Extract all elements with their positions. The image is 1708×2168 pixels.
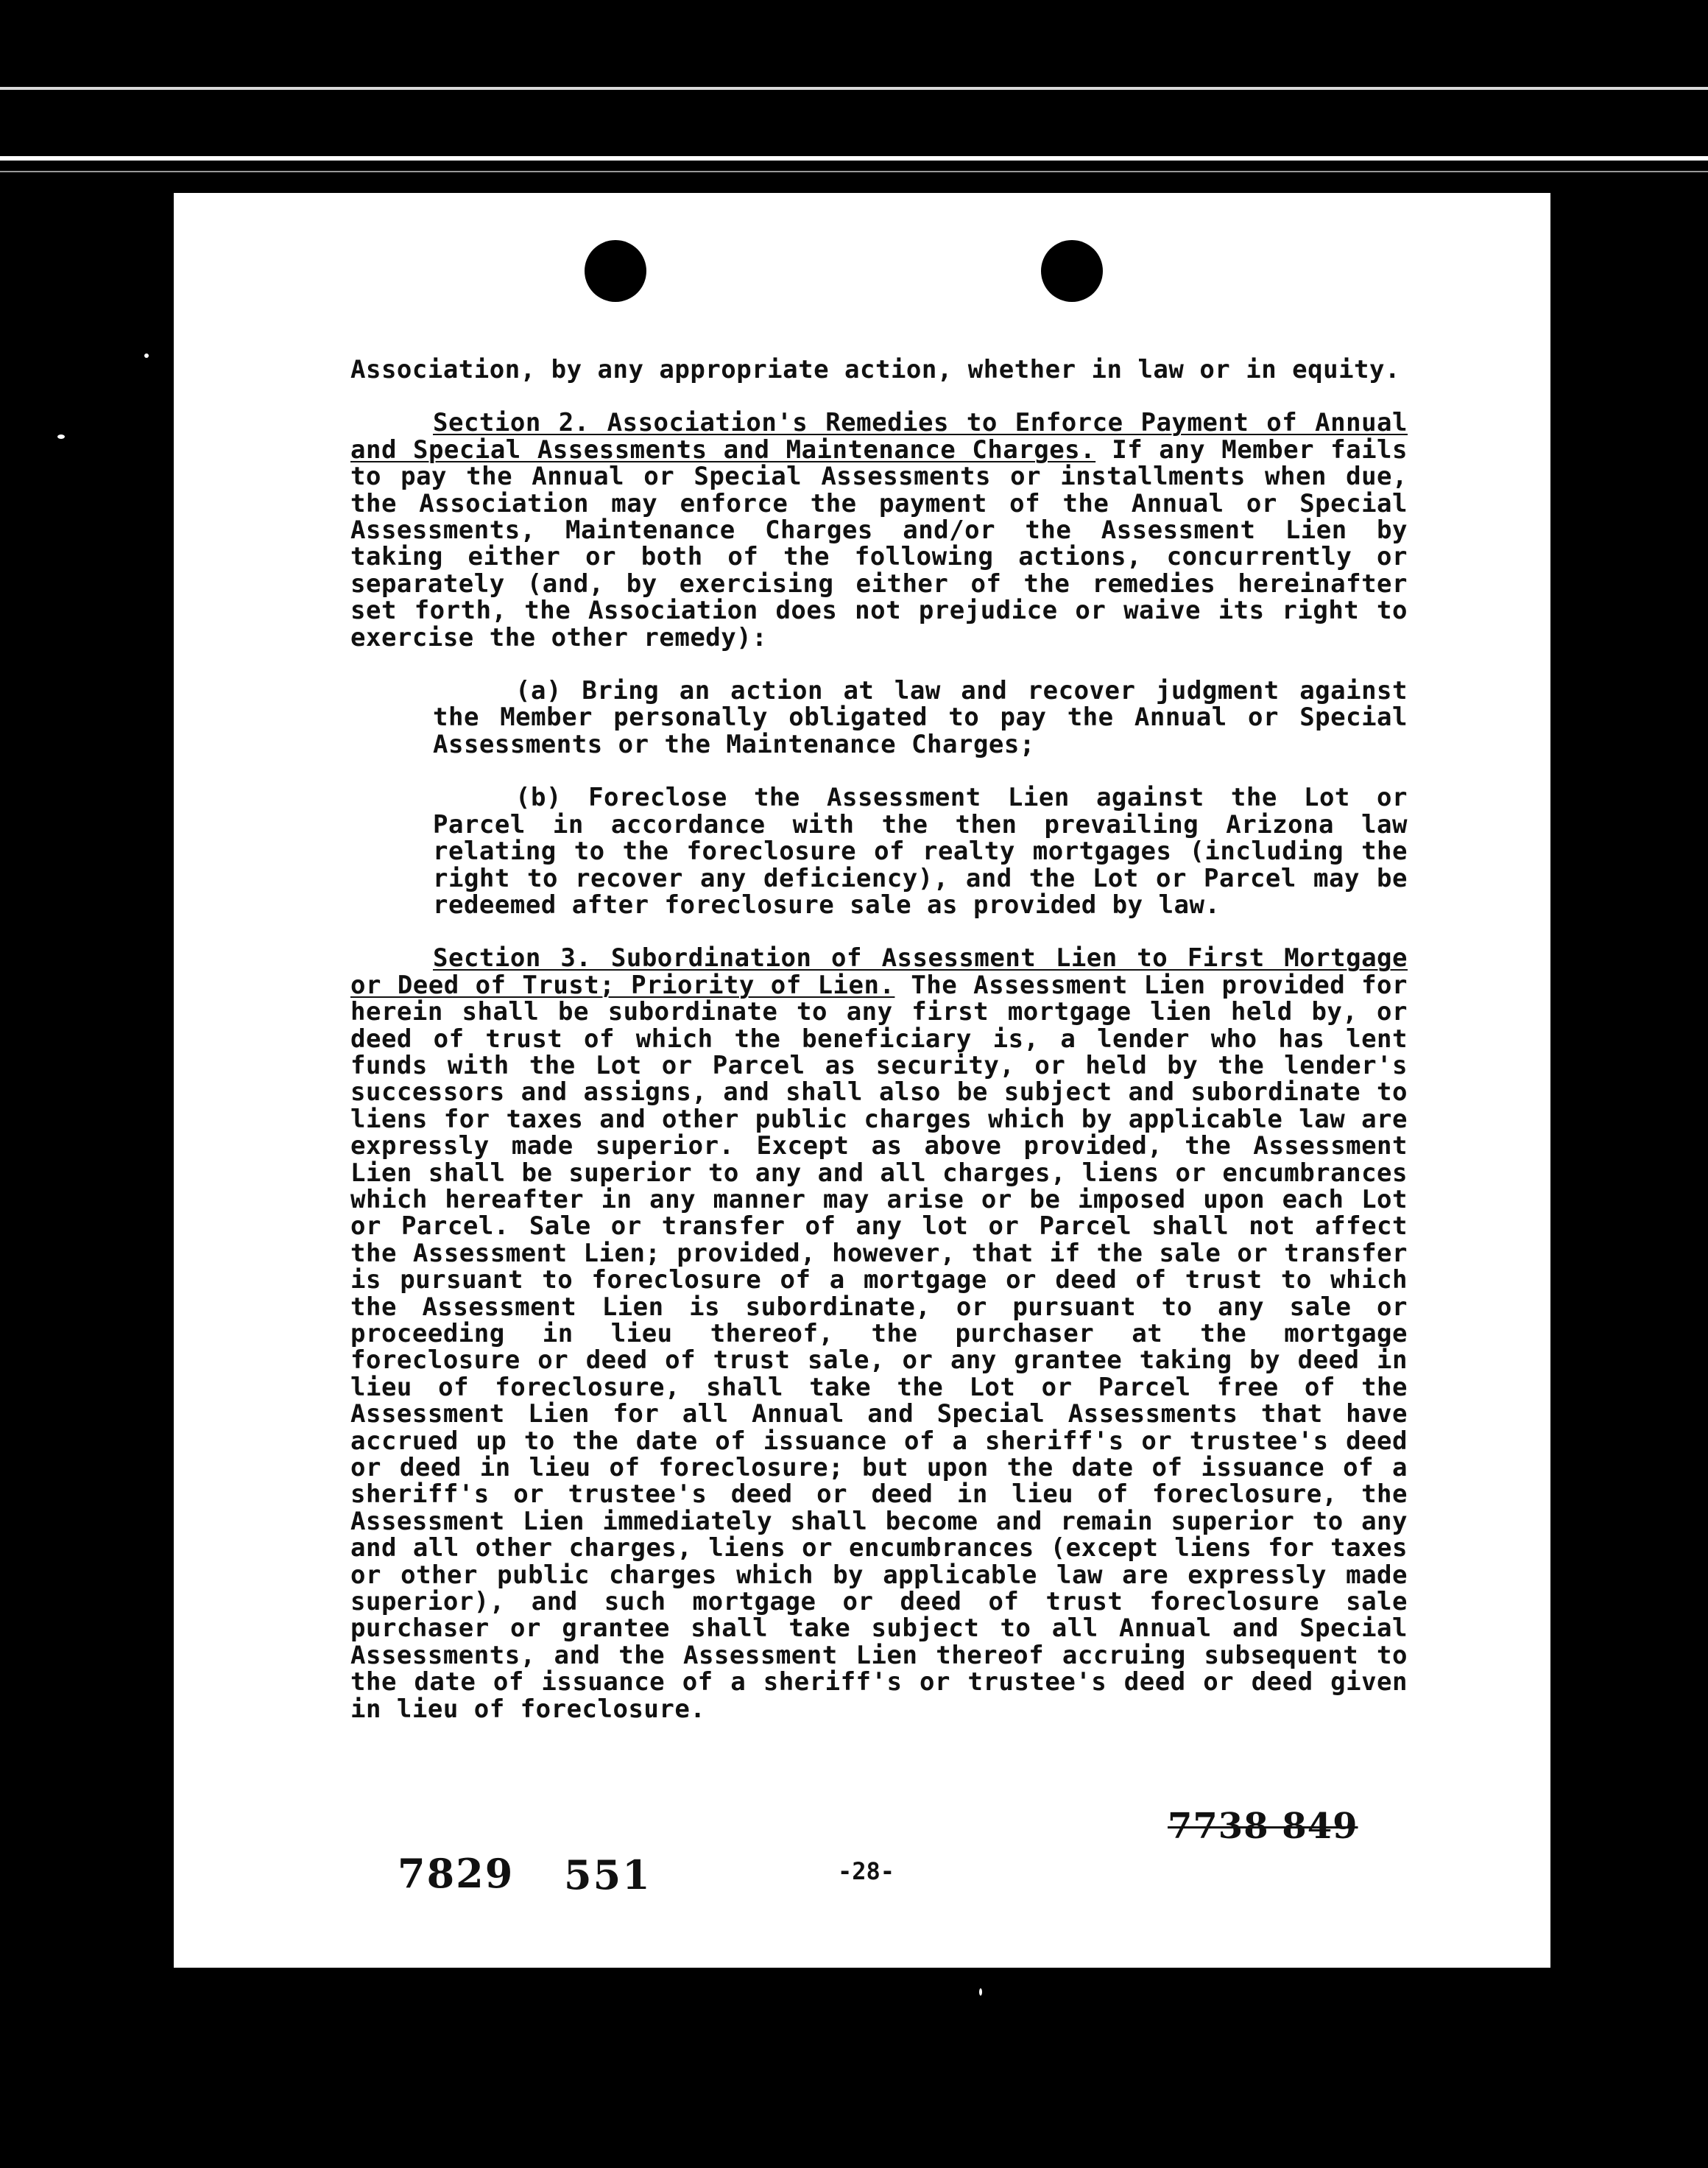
section-3-text: The Assessment Lien provided for herein shall be subordinate to any first mortgage lien held by, or deed of trust of which the beneficiary is, a lender who has lent funds with the Lot or Parcel as security, or held by the lender's successors and assigns, and shall also be subject and subordinate to liens for taxes and other public charges which by applicable law are expressly made superior. Except as above provided, the Assessment Lien shall be superior to any and all charges, liens or encumbrances which hereafter in any manner may arise or be imposed upon each Lot or Parcel. Sale or transfer of any lot or Parcel shall not affect the Assessment Lien; provided, however, that if the sale or transfer is pursuant to foreclosure of a mortgage or deed of trust to which the Assessment Lien is subordinate, or pursuant to any sale or proceeding in lieu thereof, the purchaser at the mortgage foreclosure or deed of trust sale, or any grantee taking by deed in lieu of foreclosure, shall take the Lot or Parcel free of the Assessment Lien for all Annual and Special Assessments that have accrued up to the date of issuance of a sheriff's or trustee's deed or deed in lieu of foreclosure; but upon the date of issuance of a sheriff's or trustee's deed or deed in lieu of foreclosure, the Assessment Lien immediately shall become and remain superior to any and all other charges, liens or encumbrances (except liens for taxes or other public charges which by applicable law are expressly made superior), and such mortgage or deed of trust foreclosure sale purchaser or grantee shall take subject to all Annual and Special Assessments, and the Assessment Lien thereof accruing subsequent to the date of issuance of a sheriff's or trustee's deed or deed given in lieu of foreclosure.: [350, 970, 1408, 1724]
punch-hole: [1041, 240, 1103, 302]
document-page: [174, 193, 1550, 1968]
section-2-heading: Section 2. Association's Remedies to Enforce Payment of Annual and Special Assessments and Maintenance Charges.: [350, 408, 1408, 465]
book-page-number: 551: [564, 1851, 652, 1898]
page-number: -28-: [838, 1857, 895, 1885]
section-3-heading: Section 3. Subordination of Assessment Lien to First Mortgage or Deed of Trust; Priority of Lien.: [350, 943, 1408, 1000]
list-item-b: (b) Foreclose the Assessment Lien against the Lot or Parcel in accordance with the then prevailing Arizona law relating to the foreclosure of realty mortgages (including the right to recover any deficiency), and the Lot or Parcel may be redeemed after foreclosure sale as provided by law.: [433, 783, 1408, 920]
document-body: [350, 356, 1408, 1722]
list-item-a: (a) Bring an action at law and recover judgment against the Member personally obligated to pay the Annual or Special Assessments or the Maintenance Charges;: [433, 676, 1408, 759]
punch-hole: [585, 240, 646, 302]
scan-speck: [144, 353, 149, 358]
section-2-text: If any Member fails to pay the Annual or Special Assessments or installments when due, the Association may enforce the payment of the Annual or Special Assessments, Maintenance Charges and/or the Assessment Lien by taking either or both of the following actions, concurrently or separately (and, by exercising either of the remedies hereinafter set forth, the Association does not prejudice or waive its right to exercise the other remedy):: [350, 434, 1408, 652]
scan-edge-line: [0, 87, 1708, 90]
book-number: 7829: [398, 1850, 515, 1897]
scan-speck: [57, 434, 65, 439]
opening-paragraph: Association, by any appropriate action, whether in law or in equity.: [350, 355, 1400, 384]
scan-edge-line: [0, 171, 1708, 172]
struck-reference: 7738 849: [1168, 1806, 1358, 1847]
scan-speck: [979, 1988, 982, 1996]
section-3-paragraph: [350, 945, 1408, 1722]
scan-edge-line: [0, 156, 1708, 161]
section-2-paragraph: [350, 409, 1408, 651]
